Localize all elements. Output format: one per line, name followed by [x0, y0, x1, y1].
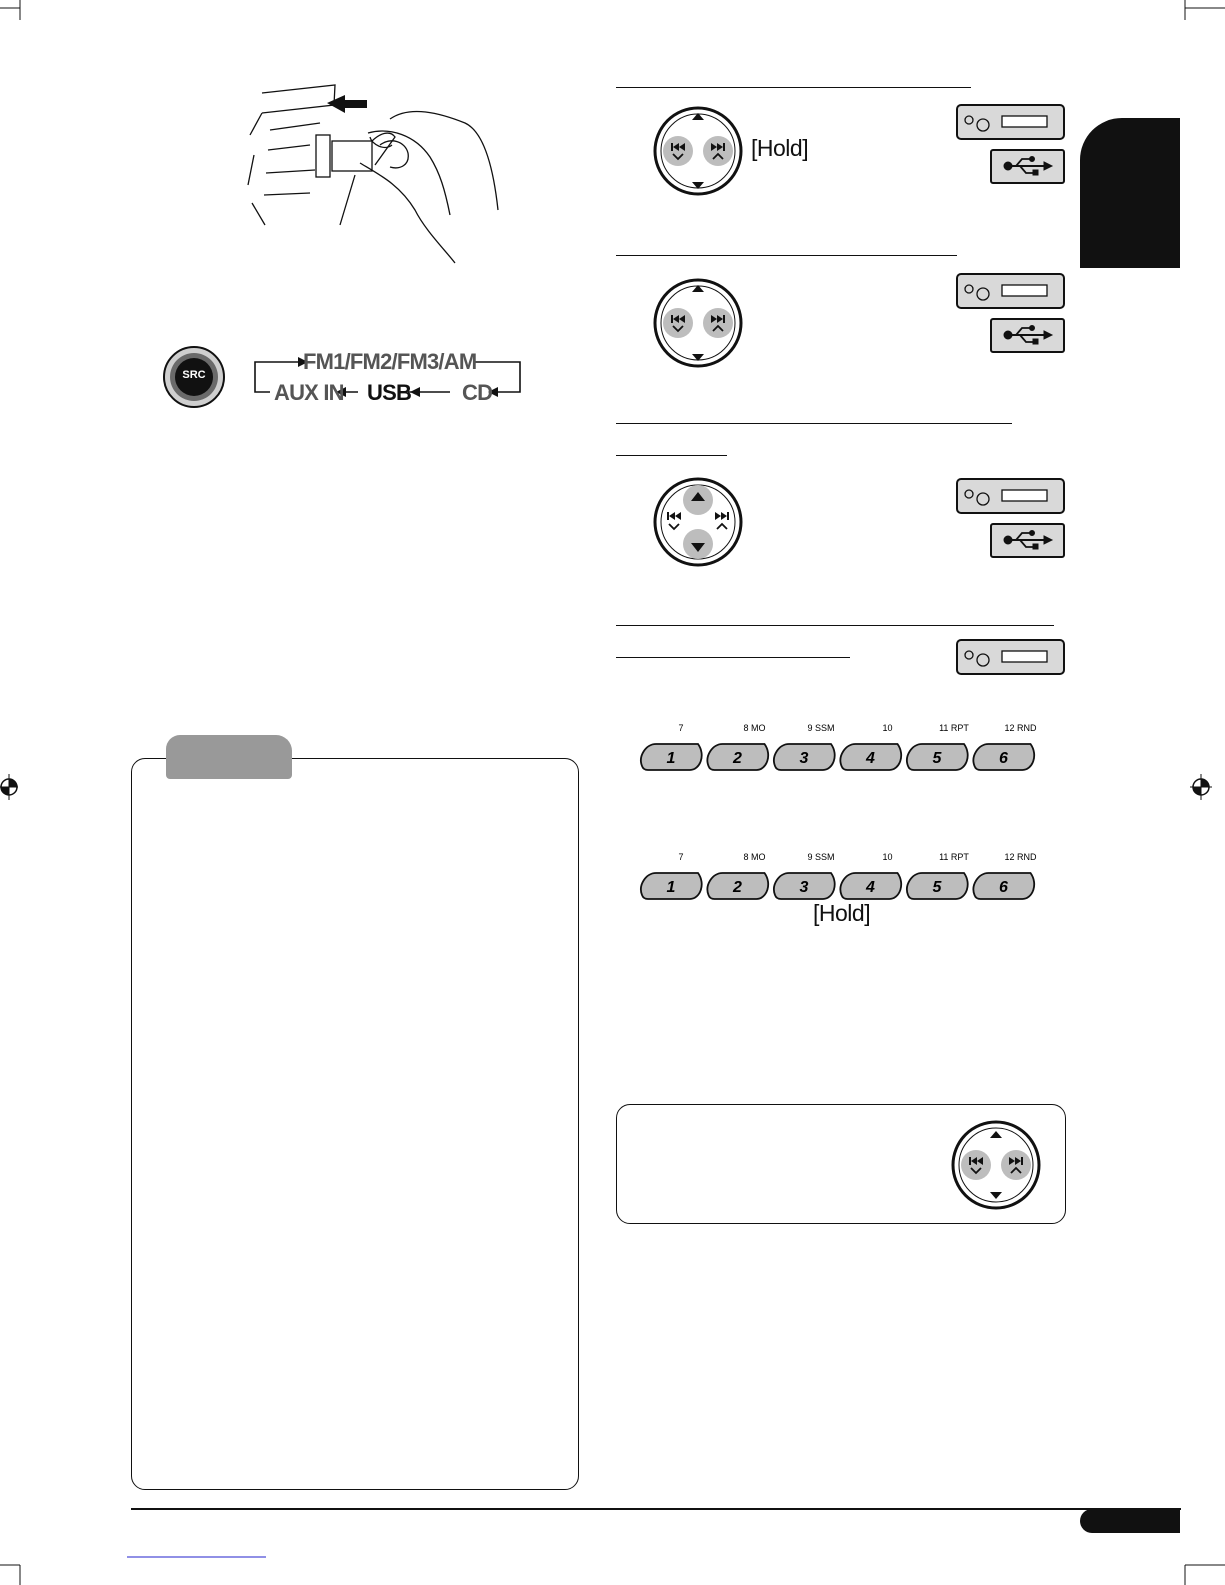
registration-mark-right-icon [1190, 774, 1212, 800]
section-rule-3b [616, 455, 727, 456]
preset-button-label: 6 [999, 879, 1008, 896]
preset-button-label: 1 [666, 750, 676, 767]
preset-upper-label: 8 MO [743, 723, 766, 733]
section-rule-3 [616, 423, 1012, 424]
preset-button-6[interactable] [973, 852, 1037, 899]
source-cd: CD [462, 380, 493, 405]
preset-button-3[interactable] [774, 723, 835, 770]
source-chain-top: FM1/FM2/FM3/AM [303, 349, 477, 374]
preset-button-label: 2 [733, 750, 742, 767]
preset-button-2[interactable] [707, 723, 768, 770]
preset-buttons-svg [636, 849, 1046, 904]
src-button-label: SRC [182, 369, 206, 381]
source-icons-2 [956, 273, 1066, 359]
hold-label-2: [Hold] [813, 900, 871, 926]
cd-source-icon [956, 639, 1066, 677]
section-rule-4 [616, 625, 1054, 626]
preset-button-5[interactable] [907, 723, 969, 770]
preset-upper-label: 9 SSM [807, 852, 835, 862]
src-button[interactable] [174, 369, 214, 381]
section-rule-2 [616, 255, 957, 256]
language-tab [1080, 118, 1180, 268]
control-pad-skip-2[interactable] [652, 277, 744, 369]
page-number-tab [1080, 1509, 1180, 1533]
hold-label-1: [Hold] [751, 135, 809, 161]
source-aux-in: AUX IN [274, 380, 344, 405]
preset-button-4[interactable] [840, 723, 901, 770]
note-tab [166, 735, 292, 779]
preset-button-3[interactable] [774, 852, 835, 899]
preset-upper-label: 8 MO [743, 852, 766, 862]
preset-button-label: 1 [666, 879, 676, 896]
preset-upper-label: 10 [882, 852, 893, 862]
source-icons-1 [956, 104, 1066, 190]
section-rule-1 [616, 87, 971, 88]
preset-button-label: 5 [932, 879, 942, 896]
registration-mark-left-icon [0, 774, 18, 800]
preset-upper-label: 7 [678, 852, 684, 862]
preset-upper-label: 11 RPT [939, 852, 969, 862]
preset-upper-label: 12 RND [1004, 723, 1037, 733]
preset-button-6[interactable] [973, 723, 1037, 770]
control-pad-skip[interactable] [652, 105, 744, 197]
preset-button-5[interactable] [907, 852, 969, 899]
preset-upper-label: 12 RND [1004, 852, 1037, 862]
preset-button-label: 3 [799, 750, 809, 767]
preset-upper-label: 10 [882, 723, 893, 733]
usb-insertion-illustration [240, 75, 510, 275]
preset-button-label: 6 [999, 750, 1008, 767]
preset-upper-label: 7 [678, 723, 684, 733]
source-icons-3 [956, 478, 1066, 564]
preset-button-label: 5 [932, 750, 942, 767]
preset-button-label: 4 [866, 750, 875, 767]
note-box [131, 758, 579, 1490]
preset-upper-label: 11 RPT [939, 723, 969, 733]
insert-arrow-icon [327, 95, 367, 113]
section-rule-4b [616, 657, 850, 658]
control-pad-updown[interactable] [652, 476, 744, 568]
preset-button-label: 2 [733, 879, 742, 896]
preset-row-1 [636, 720, 1046, 775]
preset-row-2 [636, 849, 1046, 904]
preset-upper-label: 9 SSM [807, 723, 835, 733]
preset-button-label: 4 [866, 879, 875, 896]
preset-button-1[interactable] [641, 852, 702, 899]
preset-button-2[interactable] [707, 852, 768, 899]
preset-button-label: 3 [799, 879, 809, 896]
preset-button-4[interactable] [840, 852, 901, 899]
source-usb: USB [367, 380, 412, 405]
preset-button-1[interactable] [641, 723, 702, 770]
preset-buttons-svg [636, 720, 1046, 775]
control-pad-tip[interactable] [950, 1119, 1042, 1211]
footer-rule [131, 1508, 1181, 1510]
